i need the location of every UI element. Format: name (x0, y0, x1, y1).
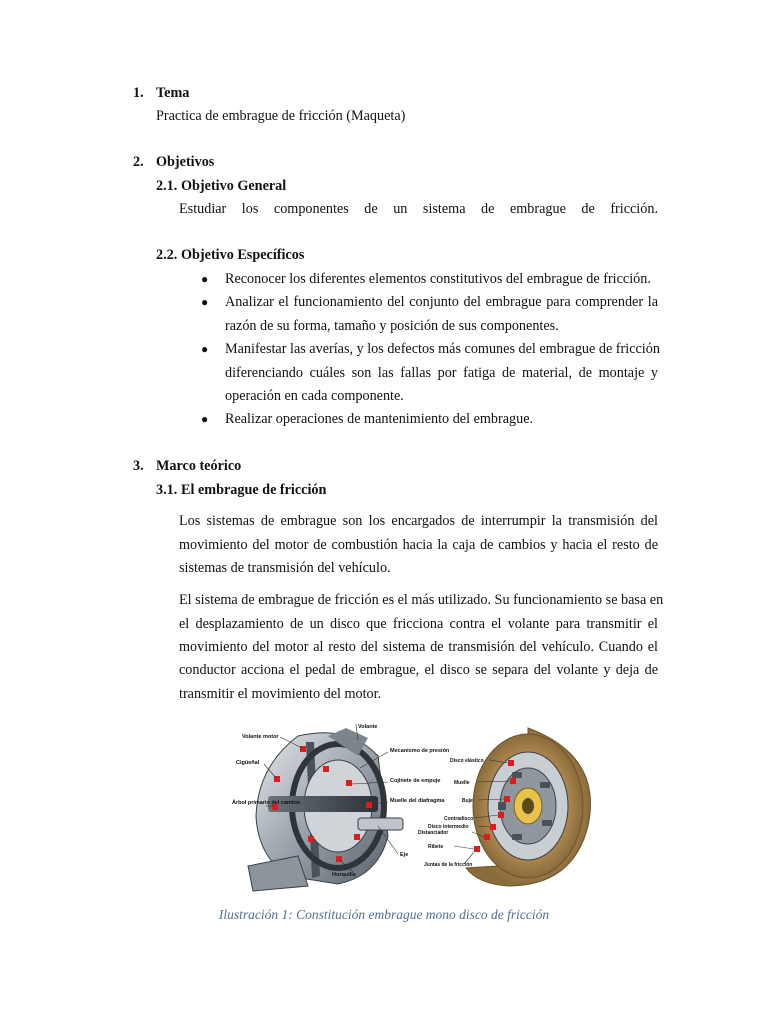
clutch-illustration (228, 716, 608, 900)
label-contradisco: Contradisco (444, 816, 474, 822)
label-horquilla: Horquilla (332, 872, 356, 878)
paragraph-2-line-4: conductor acciona el pedal de embrague, el disco se separa del volante y deja de (179, 662, 658, 678)
paragraph-1-line-1: Los sistemas de embrague son los encargados de interrumpir la transmisión del (179, 513, 658, 529)
paragraph-2-line-3: movimiento del motor al resto del sistema de transmisión del vehículo. Cuando el (179, 639, 658, 655)
label-mecanismo-presion: Mecanismo de presión (390, 748, 450, 754)
objective-1: Reconocer los diferentes elementos constitutivos del embrague de fricción. (225, 271, 651, 287)
section-2-1-number: 2.1. (156, 178, 178, 194)
figure-caption: Ilustración 1: Constitución embrague mono disco de fricción (218, 907, 550, 922)
bullet-icon: ● (201, 412, 209, 426)
section-1-text: Practica de embrague de fricción (Maqueta) (156, 108, 406, 124)
label-volante: Volante (358, 724, 378, 730)
paragraph-1-line-2: movimiento del motor de combustión hacia la caja de cambios y hacia el resto de (179, 537, 658, 553)
objective-3-line-1: Manifestar las averías, y los defectos más comunes del embrague de fricción (225, 341, 660, 357)
label-ciguenal: Cigüeñal (236, 760, 260, 766)
objective-2-line-1: Analizar el funcionamiento del conjunto del embrague para comprender la (225, 294, 658, 310)
label-muelle: Muelle (454, 780, 470, 786)
section-3-1-number: 3.1. (156, 482, 178, 498)
section-1-number: 1. (133, 85, 144, 101)
section-2-number: 2. (133, 154, 144, 170)
label-juntas-friccion: Juntas de la fricción (424, 862, 473, 868)
label-eje: Eje (400, 852, 409, 858)
bullet-icon: ● (201, 295, 209, 309)
label-cojinete-empuje: Cojinete de empuje (390, 778, 441, 784)
section-3-title: Marco teórico (156, 458, 242, 474)
section-2-2-title: Objetivo Específicos (181, 247, 305, 263)
label-buje: Buje (462, 798, 473, 804)
label-disco-elastico: Disco elástico (450, 758, 484, 764)
objective-4: Realizar operaciones de mantenimiento del embrague. (225, 411, 534, 427)
objective-2-line-2: razón de su forma, tamaño y posición de sus componentes. (225, 318, 559, 334)
paragraph-1-line-3: sistemas de transmisión del vehículo. (179, 560, 391, 576)
objective-3-line-2: diferenciando cuáles son las fallas por fatiga de material, de montaje y (225, 365, 658, 381)
clutch-disc (466, 728, 591, 886)
label-distanciador: Distanciador (418, 830, 449, 836)
section-3-number: 3. (133, 458, 144, 474)
section-3-1-title: El embrague de fricción (181, 482, 327, 498)
bullet-icon: ● (201, 272, 209, 286)
section-2-2-number: 2.2. (156, 247, 178, 263)
objective-3-line-3: operación en cada componente. (225, 388, 404, 404)
label-volante-motor: Volante motor (242, 734, 279, 740)
section-2-1-title: Objetivo General (181, 178, 287, 194)
paragraph-2-line-1: El sistema de embrague de fricción es el más utilizado. Su funcionamiento se basa en (179, 592, 664, 608)
label-arbol-primario: Árbol primario del cambio (232, 800, 301, 806)
label-muelle-diafragma: Muelle del diafragma (390, 798, 445, 804)
paragraph-2-line-5: transmitir el movimiento del motor. (179, 686, 382, 702)
bullet-icon: ● (201, 342, 209, 356)
section-1-title: Tema (156, 85, 190, 101)
label-ribete: Ribete (428, 844, 444, 850)
label-disco-intermedio: Disco intermedio (428, 824, 469, 830)
paragraph-2-line-2: el desplazamiento de un disco que fricciona contra el volante para transmitir el (179, 616, 658, 632)
clutch-cutaway (248, 728, 403, 891)
section-2-title: Objetivos (156, 154, 215, 170)
section-2-1-text: Estudiar los componentes de un sistema de embrague de fricción. (179, 201, 658, 217)
